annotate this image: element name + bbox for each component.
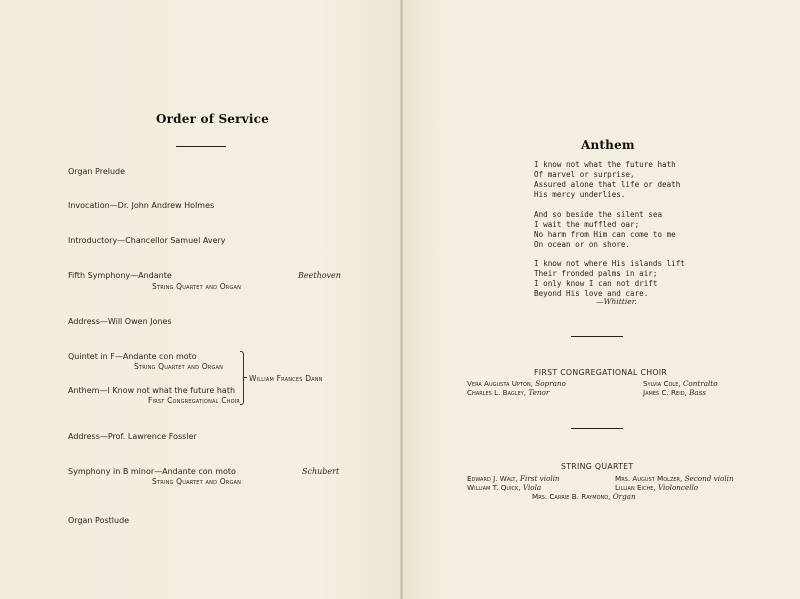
service-item-anthem: Anthem—I Know not what the future hath [68,386,236,395]
composer-beethoven: Beethoven [298,271,341,280]
quartet-member-violoncello [615,483,698,492]
poem-attribution: —Whittier. [596,297,637,306]
service-item-fifth-symphony: Fifth Symphony—Andante [68,271,172,280]
service-item-fifth-symphony-performers: String Quartet and Organ [152,282,242,291]
poem-stanza-1 [534,160,680,200]
poem-line: And so beside the silent sea [534,210,663,219]
poem-line: Beyond His love and care. [534,289,649,298]
service-item-address-jones: Address—Will Owen Jones [68,317,172,326]
service-item-quintet-performers: String Quartet and Organ [134,362,224,371]
member-name: William T. Quick, [467,483,521,492]
poem-line: I know not where His islands lift [534,259,685,268]
member-name: James C. Reid, [643,388,687,397]
member-role: Tenor [528,388,550,397]
bracket-tick [244,377,247,378]
poem-line: No harm from Him can come to me [534,230,676,239]
member-name: Mrs. August Molzer, [615,474,683,483]
section-rule-2 [571,428,623,429]
member-name: Edward J. Walt, [467,474,518,483]
service-item-address-fossler: Address—Prof. Lawrence Fossler [68,432,197,441]
member-name: Vera Augusta Upton, [467,379,533,388]
choir-heading: FIRST CONGREGATIONAL CHOIR [534,368,668,377]
member-name: Mrs. Carrie B. Raymond, [532,492,611,501]
member-role: Violoncello [657,483,699,492]
service-item-organ-postlude: Organ Postlude [68,516,130,525]
title-rule [176,146,226,147]
composer-schubert: Schubert [302,467,340,476]
bracket [240,351,244,405]
member-name: Sylvia Cole, [643,379,681,388]
poem-line: On ocean or on shore. [534,240,631,249]
quartet-member-second-violin [615,474,734,483]
member-role: Soprano [535,379,566,388]
choir-member-bass [643,388,706,397]
choir-member-contralto [643,379,718,388]
quartet-member-viola [467,483,541,492]
quartet-heading: STRING QUARTET [561,462,634,471]
poem-line: Assured alone that life or death [534,180,681,189]
service-item-symphony-b-minor: Symphony in B minor—Andante con moto [68,467,236,476]
quartet-member-first-violin [467,474,560,483]
member-role: First violin [520,474,560,483]
member-role: Second violin [684,474,734,483]
poem-line: I wait the muffled oar; [534,220,640,229]
service-item-organ-prelude: Organ Prelude [68,167,126,176]
order-of-service-title: Order of Service [156,112,269,126]
poem-line: I know not what the future hath [534,160,676,169]
section-rule-1 [571,336,623,337]
member-role: Viola [522,483,542,492]
poem-line: His mercy underlies. [534,190,626,199]
anthem-title: Anthem [581,138,635,152]
poem-line: I only know I can not drift [534,279,658,288]
member-name: Charles L. Bagley, [467,388,527,397]
choir-member-soprano [467,379,566,388]
member-role: Bass [689,388,707,397]
member-name: Lillian Eiche, [615,483,656,492]
bracket-note-dann: William Frances Dann [249,374,323,383]
poem-stanza-2 [534,210,676,250]
right-page [403,0,800,599]
member-role: Organ [612,492,636,501]
choir-member-tenor [467,388,549,397]
service-item-quintet: Quintet in F—Andante con moto [68,352,197,361]
poem-stanza-3 [534,259,685,299]
service-item-symphony-performers: String Quartet and Organ [152,477,242,486]
service-item-invocation: Invocation—Dr. John Andrew Holmes [68,201,215,210]
member-role: Contralto [682,379,718,388]
poem-line: Their fronded palms in air; [534,269,658,278]
poem-line: Of marvel or surprise, [534,170,635,179]
service-item-introductory: Introductory—Chancellor Samuel Avery [68,236,226,245]
service-item-anthem-performers: First Congregational Choir [148,396,241,405]
quartet-member-organ [532,492,636,501]
